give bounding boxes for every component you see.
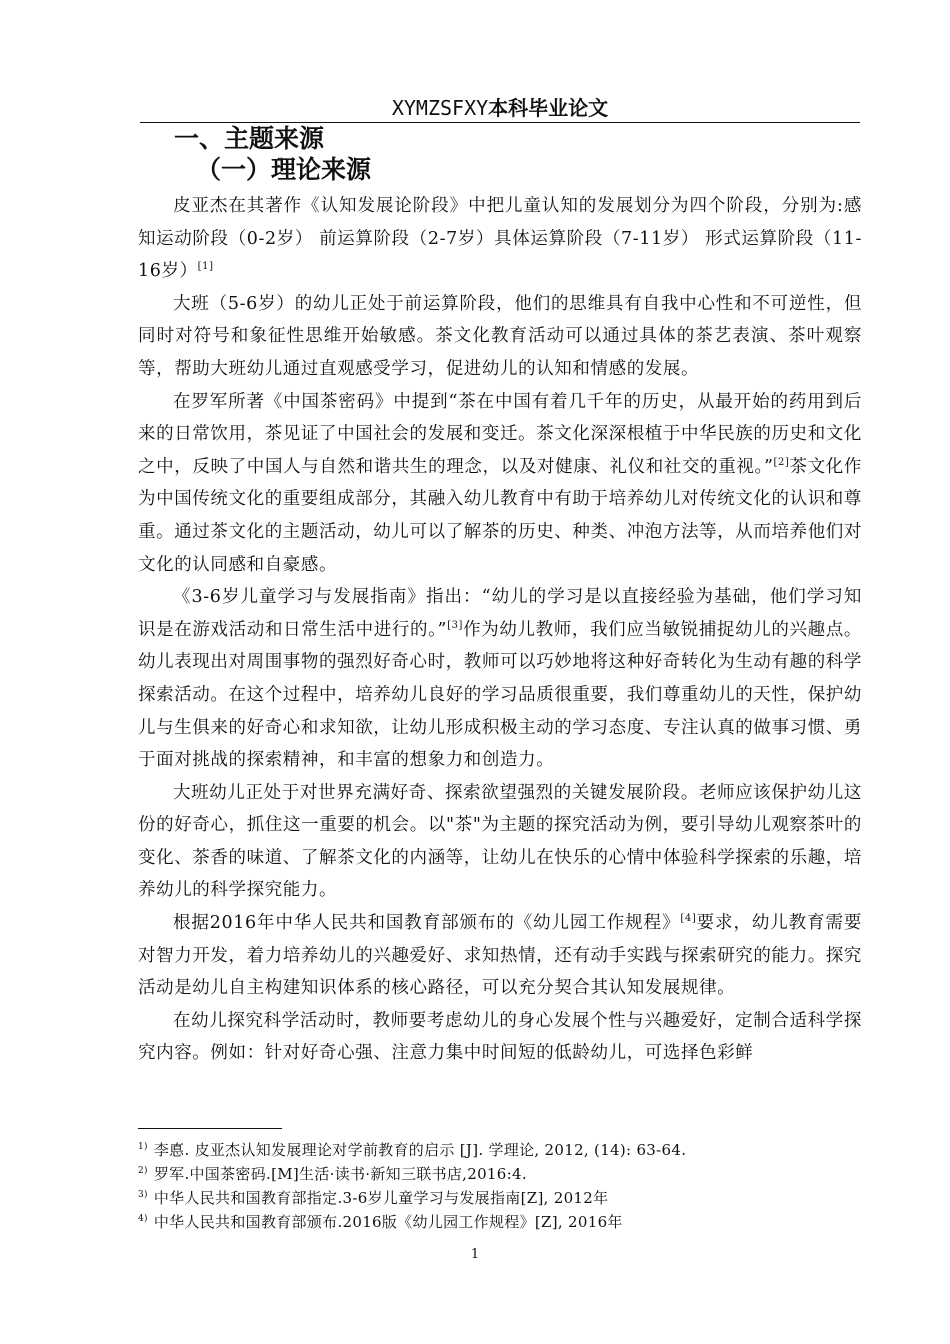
page-header [140,92,860,123]
paragraph-4: 《3-6岁儿童学习与发展指南》指出：“幼儿的学习是以直接经验为基础，他们学习知识是在游戏活动和日常生活中进行的。”[3]作为幼儿教师，我们应当敏锐捕捉幼儿的兴趣点。幼儿表现出对周围事物的强烈好奇心时，教师可以巧妙地将这种好奇转化为生动有趣的科学探索活动。在这个过程中，培养幼儿良好的学习品质很重要，我们尊重幼儿的天性，保护幼儿与生俱来的好奇心和求知欲，让幼儿形成积极主动的学习态度、专注认真的做事习惯、勇于面对挑战的探索精神，和丰富的想象力和创造力。 [138,587,862,771]
citation-ref: [3] [447,619,464,631]
body-text [138,190,862,1070]
citation-ref: [4] [680,913,697,925]
footnotes [138,1138,868,1234]
header-title: 本科毕业论文 [488,96,609,120]
footnote: $^{4)}$ 中华人民共和国教育部颁布.2016版《幼儿园工作规程》[Z], 2016年 [138,1213,623,1231]
paragraph-7: 在幼儿探究科学活动时，教师要考虑幼儿的身心发展个性与兴趣爱好，定制合适科学探究内容。例如：针对好奇心强、注意力集中时间短的低龄幼儿，可选择色彩鲜 [138,1010,862,1064]
footnote: $^{3)}$ 中华人民共和国教育部指定.3-6岁儿童学习与发展指南[Z], 2012年 [138,1189,609,1207]
header-school-code: XYMZSFXY [391,96,489,120]
section-heading: 一、主题来源 [174,124,325,153]
paragraph-6: 根据2016年中华人民共和国教育部颁布的《幼儿园工作规程》[4]要求，幼儿教育需要对智力开发，着力培养幼儿的兴趣爱好、求知热情，还有动手实践与探索研究的能力。探究活动是幼儿自主构建知识体系的核心路径，可以充分契合其认知发展规律。 [138,913,862,999]
footnote: $^{1)}$ 李悳. 皮亚杰认知发展理论对学前教育的启示 [J]. 学理论, 2012, (14): 63-64. [138,1141,687,1159]
paragraph-1: 皮亚杰在其著作《认知发展论阶段》中把儿童认知的发展划分为四个阶段，分别为:感知运动阶段（0-2岁） 前运算阶段（2-7岁）具体运算阶段（7-11岁） 形式运算阶段（11-16岁）[1] [138,196,862,282]
paragraph-5: 大班幼儿正处于对世界充满好奇、探索欲望强烈的关键发展阶段。老师应该保护幼儿这份的好奇心，抓住这一重要的机会。以"茶"为主题的探究活动为例，要引导幼儿观察茶叶的变化、茶香的味道、了解茶文化的内涵等，让幼儿在快乐的心情中体验科学探索的乐趣，培养幼儿的科学探究能力。 [138,782,862,901]
subsection-heading: （一）理论来源 [196,155,372,184]
footnote-divider [138,1128,282,1129]
paragraph-2: 大班（5-6岁）的幼儿正处于前运算阶段，他们的思维具有自我中心性和不可逆性，但同时对符号和象征性思维开始敏感。茶文化教育活动可以通过具体的茶艺表演、茶叶观察等，帮助大班幼儿通过直观感受学习，促进幼儿的认知和情感的发展。 [138,293,862,379]
footnote: $^{2)}$ 罗军.中国茶密码.[M]生活·读书·新知三联书店,2016:4. [138,1165,527,1183]
citation-ref: [1] [197,261,214,273]
paragraph-3: 在罗军所著《中国茶密码》中提到“茶在中国有着几千年的历史，从最开始的药用到后来的日常饮用，茶见证了中国社会的发展和变迁。茶文化深深根植于中华民族的历史和文化之中，反映了中国人与自然和谐共生的理念，以及对健康、礼仪和社交的重视。”[2]茶文化作为中国传统文化的重要组成部分，其融入幼儿教育中有助于培养幼儿对传统文化的认识和尊重。通过茶文化的主题活动，幼儿可以了解茶的历史、种类、冲泡方法等，从而培养他们对文化的认同感和自豪感。 [138,391,863,575]
page-number: 1 [470,1247,480,1262]
citation-ref: [2] [773,456,790,468]
